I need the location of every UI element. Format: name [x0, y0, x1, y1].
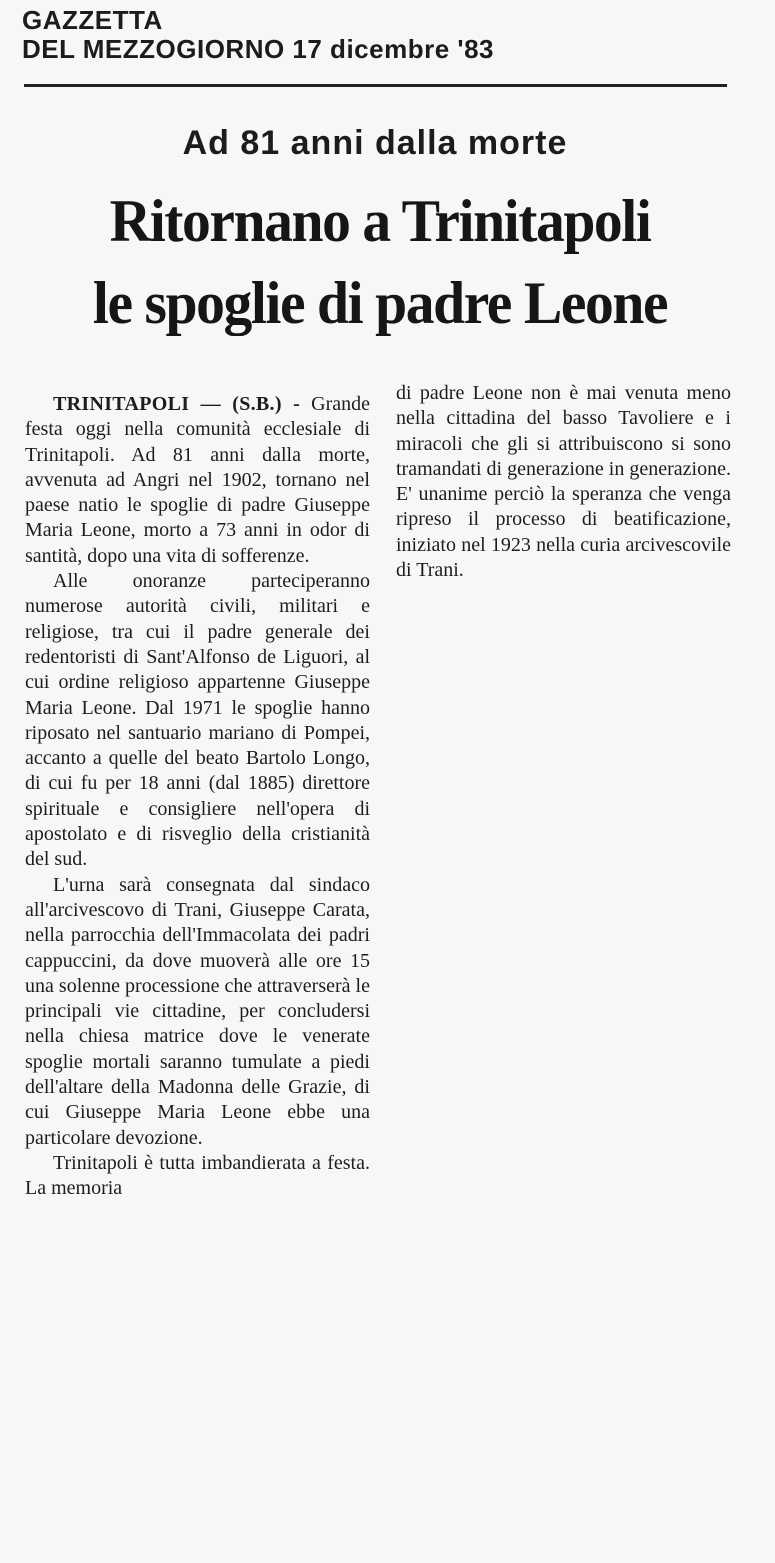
- header-rule: [24, 84, 727, 87]
- article-column-right: [396, 381, 731, 583]
- paragraph-2: Alle onoranze parteciperanno numerose autorità civili, militari e religiose, tra cui il padre generale dei redentoristi di Sant'Alfonso de Liguori, al cui ordine religioso appartenne Giuseppe Maria Leone. Dal 1971 le spoglie hanno riposato nel santuario mariano di Pompei, accanto a quelle del beato Bartolo Longo, di cui fu per 18 anni (dal 1885) direttore spirituale e consigliere nell'opera di apostolato e di risveglio della cristianità del sud.: [25, 570, 370, 871]
- paragraph-1: [25, 392, 370, 569]
- article-kicker: Ad 81 anni dalla morte: [182, 124, 568, 162]
- paragraph-4-continued: di padre Leone non è mai venuta meno nella cittadina del basso Tavoliere e i miracoli che gli si attribuiscono si sono tramandati di generazione in generazione. E' unanime perciò la speranza che venga ripreso il processo di beatificazione, iniziato nel 1923 nella curia arcivescovile di Trani.: [396, 382, 731, 582]
- dateline: TRINITAPOLI — (S.B.) -: [53, 393, 301, 415]
- article-column-left: [25, 392, 370, 1202]
- headline-line-2: le spoglie di padre Leone: [92, 270, 668, 336]
- paragraph-4: Trinitapoli è tutta imbandierata a festa. La memoria: [25, 1151, 370, 1200]
- paragraph-1-text: Grande festa oggi nella comunità ecclesiale di Trinitapoli. Ad 81 anni dalla morte, avvenuta ad Angri nel 1902, tornano nel paese natio le spoglie di padre Giuseppe Maria Leone, morto a 73 anni in odor di santità, dopo una vita di sofferenze.: [25, 393, 370, 567]
- masthead: [22, 6, 494, 64]
- masthead-publication-date: DEL MEZZOGIORNO 17 dicembre '83: [22, 34, 494, 64]
- article-headline: [44, 180, 716, 344]
- paragraph-3: L'urna sarà consegnata dal sindaco all'arcivescovo di Trani, Giuseppe Carata, nella parrocchia dell'Immacolata dei padri cappuccini, da dove muoverà alle ore 15 una solenne processione che attraverserà le principali vie cittadine, per concludersi nella chiesa matrice dove le venerate spoglie mortali saranno tumulate a piedi dell'altare della Madonna delle Grazie, di cui Giuseppe Maria Leone ebbe una particolare devozione.: [25, 873, 370, 1149]
- masthead-title: GAZZETTA: [22, 5, 163, 35]
- headline-line-1: Ritornano a Trinitapoli: [109, 188, 651, 254]
